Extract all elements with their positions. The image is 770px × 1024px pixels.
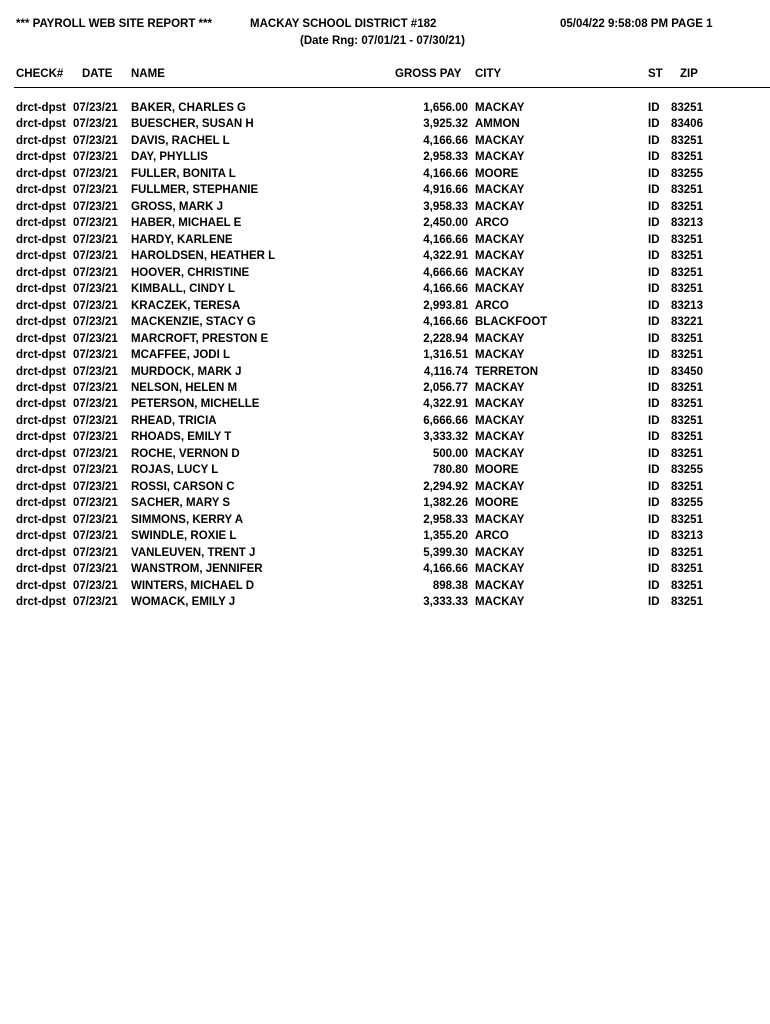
cell-check: drct-dpst bbox=[16, 497, 66, 510]
cell-state: ID bbox=[648, 464, 660, 477]
cell-date: 07/23/21 bbox=[73, 217, 118, 230]
cell-name: NELSON, HELEN M bbox=[131, 381, 238, 394]
cell-zip: 83251 bbox=[671, 596, 703, 609]
table-row bbox=[0, 561, 770, 577]
cell-gross-pay: 1,316.51 bbox=[423, 349, 468, 362]
table-row bbox=[0, 429, 770, 445]
cell-name: GROSS, MARK J bbox=[131, 200, 224, 213]
cell-name: MCAFFEE, JODI L bbox=[131, 349, 231, 362]
table-row bbox=[0, 495, 770, 511]
cell-city: MACKAY bbox=[475, 546, 525, 559]
payroll-table bbox=[0, 100, 770, 611]
cell-check: drct-dpst bbox=[16, 513, 66, 526]
cell-zip: 83251 bbox=[671, 381, 703, 394]
column-header-state: ST bbox=[648, 68, 663, 80]
cell-gross-pay: 2,993.81 bbox=[423, 299, 468, 312]
cell-zip: 83251 bbox=[671, 349, 703, 362]
cell-zip: 83251 bbox=[671, 266, 703, 279]
cell-gross-pay: 2,958.33 bbox=[423, 513, 468, 526]
cell-state: ID bbox=[648, 200, 660, 213]
cell-zip: 83251 bbox=[671, 233, 703, 246]
cell-state: ID bbox=[648, 167, 660, 180]
cell-name: BUESCHER, SUSAN H bbox=[131, 118, 254, 131]
cell-date: 07/23/21 bbox=[73, 480, 118, 493]
table-row bbox=[0, 182, 770, 198]
cell-city: MACKAY bbox=[475, 250, 525, 263]
cell-check: drct-dpst bbox=[16, 414, 66, 427]
cell-zip: 83251 bbox=[671, 151, 703, 164]
cell-state: ID bbox=[648, 414, 660, 427]
cell-state: ID bbox=[648, 332, 660, 345]
cell-zip: 83251 bbox=[671, 579, 703, 592]
cell-city: MACKAY bbox=[475, 266, 525, 279]
cell-gross-pay: 2,958.33 bbox=[423, 151, 468, 164]
cell-date: 07/23/21 bbox=[73, 546, 118, 559]
table-row bbox=[0, 512, 770, 528]
cell-check: drct-dpst bbox=[16, 464, 66, 477]
cell-city: MACKAY bbox=[475, 447, 525, 460]
cell-date: 07/23/21 bbox=[73, 530, 118, 543]
cell-check: drct-dpst bbox=[16, 283, 66, 296]
cell-city: MOORE bbox=[475, 497, 519, 510]
cell-city: MOORE bbox=[475, 464, 519, 477]
cell-check: drct-dpst bbox=[16, 316, 66, 329]
cell-city: MACKAY bbox=[475, 134, 525, 147]
cell-check: drct-dpst bbox=[16, 200, 66, 213]
table-row bbox=[0, 166, 770, 182]
table-row bbox=[0, 265, 770, 281]
table-row bbox=[0, 479, 770, 495]
cell-date: 07/23/21 bbox=[73, 316, 118, 329]
cell-gross-pay: 4,166.66 bbox=[423, 134, 468, 147]
cell-date: 07/23/21 bbox=[73, 102, 118, 114]
cell-check: drct-dpst bbox=[16, 184, 66, 197]
date-range: (Date Rng: 07/01/21 - 07/30/21) bbox=[300, 35, 465, 47]
cell-name: BAKER, CHARLES G bbox=[131, 102, 247, 114]
column-header-zip: ZIP bbox=[680, 68, 698, 80]
cell-zip: 83406 bbox=[671, 118, 703, 131]
cell-state: ID bbox=[648, 184, 660, 197]
cell-date: 07/23/21 bbox=[73, 365, 118, 378]
cell-zip: 83251 bbox=[671, 414, 703, 427]
cell-name: MARCROFT, PRESTON E bbox=[131, 332, 269, 345]
table-row bbox=[0, 281, 770, 297]
cell-gross-pay: 1,355.20 bbox=[423, 530, 468, 543]
cell-name: DAY, PHYLLIS bbox=[131, 151, 208, 164]
cell-name: KRACZEK, TERESA bbox=[131, 299, 241, 312]
table-row bbox=[0, 380, 770, 396]
table-row bbox=[0, 248, 770, 264]
cell-zip: 83251 bbox=[671, 102, 703, 114]
table-row bbox=[0, 594, 770, 610]
cell-name: FULLMER, STEPHANIE bbox=[131, 184, 259, 197]
cell-check: drct-dpst bbox=[16, 118, 66, 131]
cell-city: MOORE bbox=[475, 167, 519, 180]
cell-state: ID bbox=[648, 118, 660, 131]
cell-name: ROSSI, CARSON C bbox=[131, 480, 235, 493]
table-row bbox=[0, 545, 770, 561]
cell-city: AMMON bbox=[475, 118, 520, 131]
header-divider bbox=[14, 87, 770, 88]
cell-check: drct-dpst bbox=[16, 217, 66, 230]
cell-check: drct-dpst bbox=[16, 480, 66, 493]
cell-zip: 83251 bbox=[671, 398, 703, 411]
cell-state: ID bbox=[648, 447, 660, 460]
cell-zip: 83251 bbox=[671, 332, 703, 345]
cell-gross-pay: 4,322.91 bbox=[423, 250, 468, 263]
cell-city: TERRETON bbox=[475, 365, 539, 378]
cell-date: 07/23/21 bbox=[73, 250, 118, 263]
table-row bbox=[0, 100, 770, 116]
report-title: *** PAYROLL WEB SITE REPORT *** bbox=[16, 18, 212, 30]
cell-zip: 83213 bbox=[671, 530, 703, 543]
cell-state: ID bbox=[648, 513, 660, 526]
cell-zip: 83251 bbox=[671, 134, 703, 147]
cell-check: drct-dpst bbox=[16, 299, 66, 312]
cell-city: MACKAY bbox=[475, 579, 525, 592]
cell-state: ID bbox=[648, 266, 660, 279]
column-header-name: NAME bbox=[131, 68, 165, 80]
cell-name: RHEAD, TRICIA bbox=[131, 414, 217, 427]
table-row bbox=[0, 314, 770, 330]
cell-gross-pay: 5,399.30 bbox=[423, 546, 468, 559]
cell-date: 07/23/21 bbox=[73, 184, 118, 197]
cell-date: 07/23/21 bbox=[73, 464, 118, 477]
cell-gross-pay: 4,166.66 bbox=[423, 283, 468, 296]
column-header-check: CHECK# bbox=[16, 68, 64, 80]
cell-state: ID bbox=[648, 398, 660, 411]
cell-gross-pay: 3,333.32 bbox=[423, 431, 468, 444]
cell-state: ID bbox=[648, 579, 660, 592]
cell-name: FULLER, BONITA L bbox=[131, 167, 236, 180]
cell-state: ID bbox=[648, 596, 660, 609]
cell-zip: 83213 bbox=[671, 299, 703, 312]
cell-state: ID bbox=[648, 563, 660, 576]
cell-zip: 83255 bbox=[671, 497, 703, 510]
cell-name: PETERSON, MICHELLE bbox=[131, 398, 260, 411]
cell-check: drct-dpst bbox=[16, 250, 66, 263]
table-row bbox=[0, 298, 770, 314]
cell-state: ID bbox=[648, 217, 660, 230]
cell-state: ID bbox=[648, 250, 660, 263]
cell-name: SACHER, MARY S bbox=[131, 497, 231, 510]
cell-check: drct-dpst bbox=[16, 102, 66, 114]
cell-check: drct-dpst bbox=[16, 546, 66, 559]
cell-state: ID bbox=[648, 102, 660, 114]
cell-city: ARCO bbox=[475, 299, 509, 312]
cell-check: drct-dpst bbox=[16, 266, 66, 279]
cell-check: drct-dpst bbox=[16, 134, 66, 147]
table-row bbox=[0, 215, 770, 231]
cell-name: WANSTROM, JENNIFER bbox=[131, 563, 263, 576]
cell-zip: 83251 bbox=[671, 250, 703, 263]
table-row bbox=[0, 462, 770, 478]
cell-gross-pay: 2,056.77 bbox=[423, 381, 468, 394]
cell-gross-pay: 4,166.66 bbox=[423, 316, 468, 329]
cell-state: ID bbox=[648, 134, 660, 147]
cell-zip: 83221 bbox=[671, 316, 703, 329]
cell-name: ROCHE, VERNON D bbox=[131, 447, 240, 460]
cell-city: MACKAY bbox=[475, 480, 525, 493]
cell-gross-pay: 1,656.00 bbox=[423, 102, 468, 114]
cell-zip: 83251 bbox=[671, 431, 703, 444]
cell-state: ID bbox=[648, 299, 660, 312]
cell-check: drct-dpst bbox=[16, 233, 66, 246]
cell-city: MACKAY bbox=[475, 381, 525, 394]
cell-check: drct-dpst bbox=[16, 167, 66, 180]
district-name: MACKAY SCHOOL DISTRICT #182 bbox=[250, 18, 437, 30]
table-row bbox=[0, 133, 770, 149]
table-row bbox=[0, 116, 770, 132]
cell-zip: 83251 bbox=[671, 200, 703, 213]
cell-gross-pay: 6,666.66 bbox=[423, 414, 468, 427]
cell-gross-pay: 2,294.92 bbox=[423, 480, 468, 493]
cell-state: ID bbox=[648, 480, 660, 493]
cell-date: 07/23/21 bbox=[73, 563, 118, 576]
cell-date: 07/23/21 bbox=[73, 447, 118, 460]
cell-name: MURDOCK, MARK J bbox=[131, 365, 242, 378]
cell-gross-pay: 4,166.66 bbox=[423, 167, 468, 180]
cell-check: drct-dpst bbox=[16, 579, 66, 592]
cell-date: 07/23/21 bbox=[73, 596, 118, 609]
cell-zip: 83251 bbox=[671, 447, 703, 460]
cell-state: ID bbox=[648, 546, 660, 559]
cell-date: 07/23/21 bbox=[73, 579, 118, 592]
cell-gross-pay: 2,228.94 bbox=[423, 332, 468, 345]
cell-gross-pay: 3,925.32 bbox=[423, 118, 468, 131]
table-row bbox=[0, 578, 770, 594]
cell-check: drct-dpst bbox=[16, 332, 66, 345]
cell-date: 07/23/21 bbox=[73, 497, 118, 510]
cell-check: drct-dpst bbox=[16, 349, 66, 362]
cell-state: ID bbox=[648, 365, 660, 378]
cell-date: 07/23/21 bbox=[73, 431, 118, 444]
cell-state: ID bbox=[648, 431, 660, 444]
timestamp-page: 05/04/22 9:58:08 PM PAGE 1 bbox=[560, 18, 713, 30]
cell-zip: 83251 bbox=[671, 546, 703, 559]
cell-gross-pay: 4,666.66 bbox=[423, 266, 468, 279]
cell-city: BLACKFOOT bbox=[475, 316, 548, 329]
cell-name: HAROLDSEN, HEATHER L bbox=[131, 250, 276, 263]
cell-city: MACKAY bbox=[475, 200, 525, 213]
cell-check: drct-dpst bbox=[16, 431, 66, 444]
cell-gross-pay: 1,382.26 bbox=[423, 497, 468, 510]
column-header-gross-pay: GROSS PAY bbox=[395, 68, 462, 80]
cell-name: HARDY, KARLENE bbox=[131, 233, 233, 246]
cell-check: drct-dpst bbox=[16, 563, 66, 576]
cell-name: HOOVER, CHRISTINE bbox=[131, 266, 250, 279]
cell-zip: 83213 bbox=[671, 217, 703, 230]
table-row bbox=[0, 528, 770, 544]
cell-check: drct-dpst bbox=[16, 398, 66, 411]
cell-city: MACKAY bbox=[475, 332, 525, 345]
cell-name: VANLEUVEN, TRENT J bbox=[131, 546, 256, 559]
cell-name: KIMBALL, CINDY L bbox=[131, 283, 235, 296]
cell-check: drct-dpst bbox=[16, 381, 66, 394]
table-row bbox=[0, 331, 770, 347]
cell-gross-pay: 500.00 bbox=[432, 447, 468, 460]
cell-city: MACKAY bbox=[475, 563, 525, 576]
cell-city: MACKAY bbox=[475, 596, 525, 609]
cell-name: WINTERS, MICHAEL D bbox=[131, 579, 255, 592]
cell-state: ID bbox=[648, 349, 660, 362]
cell-check: drct-dpst bbox=[16, 447, 66, 460]
cell-zip: 83255 bbox=[671, 167, 703, 180]
cell-date: 07/23/21 bbox=[73, 299, 118, 312]
cell-name: WOMACK, EMILY J bbox=[131, 596, 236, 609]
cell-zip: 83255 bbox=[671, 464, 703, 477]
cell-check: drct-dpst bbox=[16, 596, 66, 609]
table-row bbox=[0, 232, 770, 248]
cell-city: MACKAY bbox=[475, 184, 525, 197]
cell-check: drct-dpst bbox=[16, 365, 66, 378]
cell-zip: 83251 bbox=[671, 480, 703, 493]
cell-date: 07/23/21 bbox=[73, 513, 118, 526]
cell-date: 07/23/21 bbox=[73, 398, 118, 411]
table-row bbox=[0, 199, 770, 215]
cell-gross-pay: 4,322.91 bbox=[423, 398, 468, 411]
cell-date: 07/23/21 bbox=[73, 134, 118, 147]
cell-name: RHOADS, EMILY T bbox=[131, 431, 232, 444]
cell-date: 07/23/21 bbox=[73, 118, 118, 131]
cell-date: 07/23/21 bbox=[73, 349, 118, 362]
cell-date: 07/23/21 bbox=[73, 381, 118, 394]
cell-date: 07/23/21 bbox=[73, 233, 118, 246]
cell-zip: 83450 bbox=[671, 365, 703, 378]
cell-city: MACKAY bbox=[475, 283, 525, 296]
cell-state: ID bbox=[648, 233, 660, 246]
cell-gross-pay: 4,916.66 bbox=[423, 184, 468, 197]
cell-name: SWINDLE, ROXIE L bbox=[131, 530, 237, 543]
cell-gross-pay: 898.38 bbox=[432, 579, 468, 592]
cell-name: DAVIS, RACHEL L bbox=[131, 134, 230, 147]
cell-state: ID bbox=[648, 381, 660, 394]
cell-city: MACKAY bbox=[475, 431, 525, 444]
table-row bbox=[0, 364, 770, 380]
cell-state: ID bbox=[648, 530, 660, 543]
cell-gross-pay: 2,450.00 bbox=[423, 217, 468, 230]
cell-name: HABER, MICHAEL E bbox=[131, 217, 242, 230]
cell-state: ID bbox=[648, 151, 660, 164]
column-header-date: DATE bbox=[82, 68, 113, 80]
table-row bbox=[0, 413, 770, 429]
cell-city: MACKAY bbox=[475, 102, 525, 114]
cell-city: MACKAY bbox=[475, 414, 525, 427]
cell-zip: 83251 bbox=[671, 513, 703, 526]
table-row bbox=[0, 149, 770, 165]
cell-date: 07/23/21 bbox=[73, 200, 118, 213]
cell-city: ARCO bbox=[475, 530, 509, 543]
cell-name: SIMMONS, KERRY A bbox=[131, 513, 244, 526]
cell-state: ID bbox=[648, 283, 660, 296]
cell-city: ARCO bbox=[475, 217, 509, 230]
cell-zip: 83251 bbox=[671, 563, 703, 576]
cell-date: 07/23/21 bbox=[73, 167, 118, 180]
cell-date: 07/23/21 bbox=[73, 283, 118, 296]
cell-state: ID bbox=[648, 316, 660, 329]
cell-gross-pay: 4,166.66 bbox=[423, 233, 468, 246]
cell-city: MACKAY bbox=[475, 349, 525, 362]
cell-city: MACKAY bbox=[475, 151, 525, 164]
cell-date: 07/23/21 bbox=[73, 266, 118, 279]
table-row bbox=[0, 347, 770, 363]
cell-gross-pay: 4,116.74 bbox=[423, 365, 468, 378]
cell-gross-pay: 3,333.33 bbox=[423, 596, 468, 609]
cell-check: drct-dpst bbox=[16, 530, 66, 543]
cell-city: MACKAY bbox=[475, 513, 525, 526]
cell-city: MACKAY bbox=[475, 398, 525, 411]
cell-gross-pay: 780.80 bbox=[432, 464, 468, 477]
cell-check: drct-dpst bbox=[16, 151, 66, 164]
cell-zip: 83251 bbox=[671, 283, 703, 296]
table-row bbox=[0, 446, 770, 462]
cell-gross-pay: 4,166.66 bbox=[423, 563, 468, 576]
cell-state: ID bbox=[648, 497, 660, 510]
cell-date: 07/23/21 bbox=[73, 414, 118, 427]
column-header-city: CITY bbox=[475, 68, 502, 80]
cell-name: MACKENZIE, STACY G bbox=[131, 316, 256, 329]
table-row bbox=[0, 396, 770, 412]
cell-date: 07/23/21 bbox=[73, 151, 118, 164]
cell-name: ROJAS, LUCY L bbox=[131, 464, 219, 477]
cell-gross-pay: 3,958.33 bbox=[423, 200, 468, 213]
cell-date: 07/23/21 bbox=[73, 332, 118, 345]
cell-city: MACKAY bbox=[475, 233, 525, 246]
cell-zip: 83251 bbox=[671, 184, 703, 197]
